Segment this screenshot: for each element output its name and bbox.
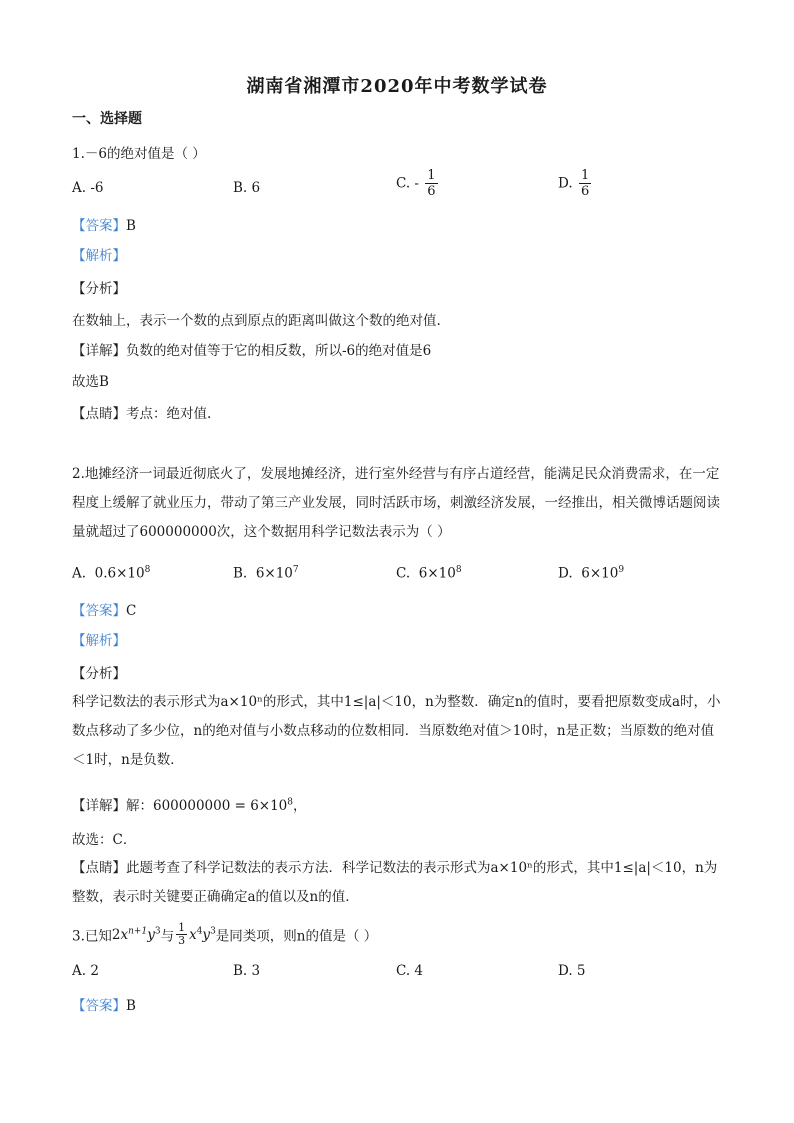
q2-option-b-label: B. <box>233 565 248 582</box>
q3-term2-fraction <box>176 922 187 947</box>
q3-answer-value: B <box>126 998 136 1014</box>
q1-comment <box>72 402 211 422</box>
q3-mid: 与 <box>160 928 175 945</box>
answer-tag: 【答案】 <box>72 218 126 234</box>
q1-option-d-denominator: 6 <box>580 184 590 199</box>
q2-fenxi-text: 科学记数法的表示形式为a×10ⁿ的形式，其中1≤|a|＜10，n为整数．确定n的值时，要看把原数变成a时，小数点移动了多少位，n的绝对值与小数点移动的位数相同．当原数绝对值＞10时，n是正数；当原数的绝对值＜1时，n是负数． <box>72 694 721 768</box>
q3-stem-prefix: 3.已知 <box>72 928 112 945</box>
q2-option-c-base: 6×10 <box>418 565 456 582</box>
q3-term1-yexp: 3 <box>154 926 161 937</box>
q2-option-d-base: 6×10 <box>581 565 619 582</box>
q3-term1-xexp: n+1 <box>128 926 148 937</box>
q3-stem-suffix: 是同类项，则n的值是（ ） <box>215 928 378 945</box>
q1-option-d-numerator: 1 <box>580 168 590 183</box>
q2-detail-suffix: ， <box>293 798 307 814</box>
detail-tag: 【详解】 <box>72 798 126 814</box>
q3-term1-coef: 2 <box>111 926 121 943</box>
q1-fenxi-tag: 【分析】 <box>72 281 126 297</box>
q2-answer <box>72 599 136 619</box>
q2-option-d-label: D. <box>558 565 573 582</box>
q2-detail <box>72 794 307 814</box>
q1-stem: 1.－6的绝对值是（ ） <box>72 146 206 162</box>
q1-option-d <box>558 168 593 199</box>
q1-answer <box>72 214 136 234</box>
q2-analysis-tag: 【解析】 <box>72 633 126 649</box>
q3-term1 <box>112 927 161 943</box>
q2-option-c-label: C. <box>396 565 411 582</box>
q2-option-b-exp: 7 <box>292 565 299 575</box>
q2-option-d <box>558 565 624 582</box>
q3-term1-x: x <box>120 926 129 943</box>
q2-detail-prefix: 解： <box>126 798 153 814</box>
q1-fenxi-text: 在数轴上，表示一个数的点到原点的距离叫做这个数的绝对值. <box>72 313 441 329</box>
q1-choose: 故选B <box>72 374 109 390</box>
q2-option-a <box>72 565 150 582</box>
q1-option-c <box>396 168 440 199</box>
q2-option-b <box>233 565 299 582</box>
q2-comment-text: 此题考查了科学记数法的表示方法．科学记数法的表示形式为a×10ⁿ的形式，其中1≤|a|＜10，n为整数，表示时关键要正确确定a的值以及n的值． <box>72 860 718 905</box>
q3-option-d: D. 5 <box>558 963 586 979</box>
section-heading: 一、选择题 <box>72 111 142 127</box>
q1-detail <box>72 339 431 359</box>
q1-comment-text: 考点：绝对值. <box>126 406 212 422</box>
q3-term2-y: y <box>202 926 211 943</box>
q2-option-c <box>396 565 462 582</box>
page-title: 湖南省湘潭市2020年中考数学试卷 <box>246 76 548 97</box>
q1-option-d-prefix: D. <box>558 175 573 192</box>
q2-comment <box>72 854 724 912</box>
q1-answer-value: B <box>126 218 136 234</box>
q1-option-a: A. -6 <box>72 180 104 196</box>
q3-term2-yexp: 3 <box>210 926 216 937</box>
q3-term2-x: x <box>189 926 197 943</box>
q2-detail-exp: 8 <box>287 797 294 808</box>
q1-option-c-fraction <box>425 168 437 199</box>
q3-term2-xexp: 4 <box>196 926 203 937</box>
q2-choose: 故选：C． <box>72 832 137 848</box>
q1-option-d-fraction <box>579 168 591 199</box>
q1-option-c-denominator: 6 <box>427 184 436 199</box>
q3-term2 <box>189 927 216 943</box>
q1-analysis-tag: 【解析】 <box>72 248 126 264</box>
q2-option-a-label: A. <box>72 565 87 582</box>
comment-tag: 【点睛】 <box>72 406 126 422</box>
q2-stem: 2.地摊经济一词最近彻底火了，发展地摊经济，进行室外经营与有序占道经营，能满足民众消费需求，在一定程度上缓解了就业压力，带动了第三产业发展，同时活跃市场，刺激经济发展，一经推出，相关微博话题阅读量就超过了600000000次，这个数据用科学记数法表示为（ ） <box>72 466 720 540</box>
q1-option-c-prefix: C. - <box>396 175 419 192</box>
q2-option-d-exp: 9 <box>618 565 625 575</box>
q3-answer <box>72 994 136 1014</box>
q2-answer-value: C <box>126 603 137 619</box>
comment-tag: 【点睛】 <box>72 860 126 876</box>
q1-option-b: B. 6 <box>233 180 261 196</box>
answer-tag: 【答案】 <box>72 998 126 1014</box>
q3-term2-numerator: 1 <box>178 921 186 934</box>
q2-option-c-exp: 8 <box>455 565 462 575</box>
detail-tag: 【详解】 <box>72 343 126 359</box>
q1-detail-text: 负数的绝对值等于它的相反数，所以-6的绝对值是6 <box>126 343 432 359</box>
q3-option-b: B. 3 <box>233 963 261 979</box>
q2-option-a-exp: 8 <box>144 565 151 575</box>
q3-term2-denominator: 3 <box>178 934 186 947</box>
q3-stem <box>72 922 377 947</box>
answer-tag: 【答案】 <box>72 603 126 619</box>
q2-option-b-base: 6×10 <box>255 565 293 582</box>
q1-option-c-numerator: 1 <box>427 168 436 183</box>
q2-fenxi-tag: 【分析】 <box>72 666 126 682</box>
q2-detail-math: 600000000 = 6×10 <box>153 798 288 814</box>
q3-term1-y: y <box>147 926 155 943</box>
q2-option-a-base: 0.6×10 <box>94 565 145 582</box>
q3-option-c: C. 4 <box>396 963 424 979</box>
q3-option-a: A. 2 <box>72 963 99 979</box>
